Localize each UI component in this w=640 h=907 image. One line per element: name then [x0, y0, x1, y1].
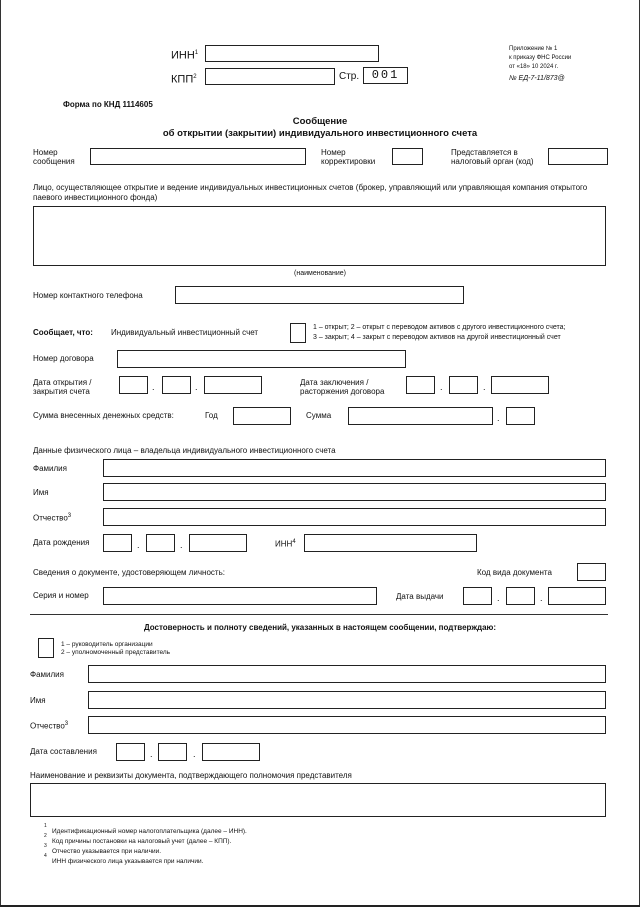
- contract-date-month[interactable]: [449, 376, 478, 394]
- account-label: Индивидуальный инвестиционный счет: [111, 328, 259, 337]
- inn-label: ИНН$^1$: [171, 49, 199, 62]
- page-number-field[interactable]: 001: [363, 67, 408, 84]
- account-options-line1: 1 – открыт; 2 – открыт с переводом активов с другого инвестиционного счета;: [313, 324, 566, 331]
- phone-label: Номер контактного телефона: [33, 291, 143, 300]
- birth-date-label: Дата рождения: [33, 538, 90, 547]
- kpp-label: КПП$^2$: [171, 73, 197, 86]
- open-close-date-year[interactable]: [204, 376, 262, 394]
- tax-authority-field[interactable]: [548, 148, 608, 165]
- correction-number-label: Номер корректировки: [321, 148, 376, 166]
- signer-option-1: 1 – руководитель организации: [61, 641, 153, 648]
- person-patronymic-label: Отчество$^3$: [33, 513, 72, 523]
- compile-date-year[interactable]: [202, 743, 260, 761]
- account-status-field[interactable]: [290, 323, 306, 343]
- series-number-label: Серия и номер: [33, 591, 89, 600]
- reports-label: Сообщает, что:: [33, 328, 93, 337]
- sum-short-label: Сумма: [306, 411, 332, 420]
- doc-type-code-field[interactable]: [577, 563, 606, 581]
- signer-surname-label: Фамилия: [30, 670, 64, 679]
- year-label: Год: [205, 411, 218, 420]
- signer-patronymic-field[interactable]: [88, 716, 606, 734]
- authority-doc-field[interactable]: [30, 783, 606, 817]
- section-divider: [30, 614, 608, 615]
- phone-field[interactable]: [175, 286, 464, 304]
- authority-doc-label: Наименование и реквизиты документа, подтверждающего полномочия представителя: [30, 771, 352, 780]
- date-separator: .: [152, 382, 155, 392]
- birth-date-year[interactable]: [189, 534, 247, 552]
- compile-date-day[interactable]: [116, 743, 145, 761]
- date-separator: .: [150, 749, 153, 759]
- person-section-title: Данные физического лица – владельца индивидуального инвестиционного счета: [33, 446, 336, 455]
- tax-authority-label: Представляется в налоговый орган (код): [451, 148, 534, 166]
- signer-option-2: 2 – уполномоченный представитель: [61, 649, 171, 656]
- issue-date-day[interactable]: [463, 587, 492, 605]
- date-separator: .: [497, 593, 500, 603]
- sum-kopecks-field[interactable]: [506, 407, 535, 425]
- date-separator: .: [483, 382, 486, 392]
- person-name-label: Имя: [33, 488, 49, 497]
- sum-year-field[interactable]: [233, 407, 291, 425]
- doc-type-code-label: Код вида документа: [477, 568, 552, 577]
- appendix-line1: Приложение № 1: [509, 46, 558, 52]
- open-close-date-day[interactable]: [119, 376, 148, 394]
- doc-subtitle: об открытии (закрытии) индивидуального инвестиционного счета: [162, 128, 478, 139]
- contract-date-year[interactable]: [491, 376, 549, 394]
- person-surname-field[interactable]: [103, 459, 606, 477]
- inn-field[interactable]: [205, 45, 379, 62]
- date-separator: .: [180, 540, 183, 550]
- person-patronymic-field[interactable]: [103, 508, 606, 526]
- appendix-line2: к приказу ФНС России: [509, 55, 572, 61]
- signer-name-label: Имя: [30, 696, 46, 705]
- form-code: Форма по КНД 1114605: [63, 100, 153, 109]
- person-inn-label: ИНН$^4$: [275, 539, 296, 549]
- message-number-label: Номер сообщения: [33, 148, 75, 166]
- kpp-field[interactable]: [205, 68, 335, 85]
- doc-title: Сообщение: [292, 116, 348, 127]
- signer-patronymic-label: Отчество$^3$: [30, 721, 69, 731]
- contract-number-label: Номер договора: [33, 354, 94, 363]
- birth-date-day[interactable]: [103, 534, 132, 552]
- contract-date-day[interactable]: [406, 376, 435, 394]
- appendix-line4: № ЕД-7-11/873@: [509, 75, 565, 82]
- open-close-date-month[interactable]: [162, 376, 191, 394]
- date-separator: .: [440, 382, 443, 392]
- entity-label: Лицо, осуществляющее открытие и ведение индивидуальных инвестиционных счетов (брокер, управляющий или управляющая компания открытого паевого инвестиционного фонда): [33, 183, 588, 202]
- contract-date-label: Дата заключения / расторжения договора: [300, 378, 385, 396]
- entity-name-field[interactable]: [33, 206, 606, 266]
- correction-number-field[interactable]: [392, 148, 423, 165]
- issue-date-year[interactable]: [548, 587, 606, 605]
- sum-rubles-field[interactable]: [348, 407, 493, 425]
- compile-date-month[interactable]: [158, 743, 187, 761]
- sum-label: Сумма внесенных денежных средств:: [33, 411, 174, 420]
- account-options-line2: 3 – закрыт; 4 – закрыт с переводом активов на другой инвестиционный счет: [313, 334, 561, 341]
- confirm-title: Достоверность и полноту сведений, указанных в настоящем сообщении, подтверждаю:: [143, 623, 497, 632]
- series-number-field[interactable]: [103, 587, 377, 605]
- issue-date-month[interactable]: [506, 587, 535, 605]
- birth-date-month[interactable]: [146, 534, 175, 552]
- decimal-separator: .: [497, 413, 500, 423]
- date-separator: .: [137, 540, 140, 550]
- doc-info-label: Сведения о документе, удостоверяющем личность:: [33, 568, 225, 577]
- entity-name-caption: (наименование): [294, 270, 346, 277]
- open-close-date-label: Дата открытия / закрытия счета: [33, 378, 92, 396]
- compile-date-label: Дата составления: [30, 747, 97, 756]
- signer-name-field[interactable]: [88, 691, 606, 709]
- message-number-field[interactable]: [90, 148, 306, 165]
- contract-number-field[interactable]: [117, 350, 406, 368]
- person-surname-label: Фамилия: [33, 464, 67, 473]
- person-inn-field[interactable]: [304, 534, 477, 552]
- person-name-field[interactable]: [103, 483, 606, 501]
- date-separator: .: [195, 382, 198, 392]
- signer-type-field[interactable]: [38, 638, 54, 658]
- signer-surname-field[interactable]: [88, 665, 606, 683]
- issue-date-label: Дата выдачи: [396, 592, 444, 601]
- page-label: Стр.: [339, 71, 360, 82]
- date-separator: .: [193, 749, 196, 759]
- appendix-line3: от «18» 10 2024 г.: [509, 64, 559, 70]
- date-separator: .: [540, 593, 543, 603]
